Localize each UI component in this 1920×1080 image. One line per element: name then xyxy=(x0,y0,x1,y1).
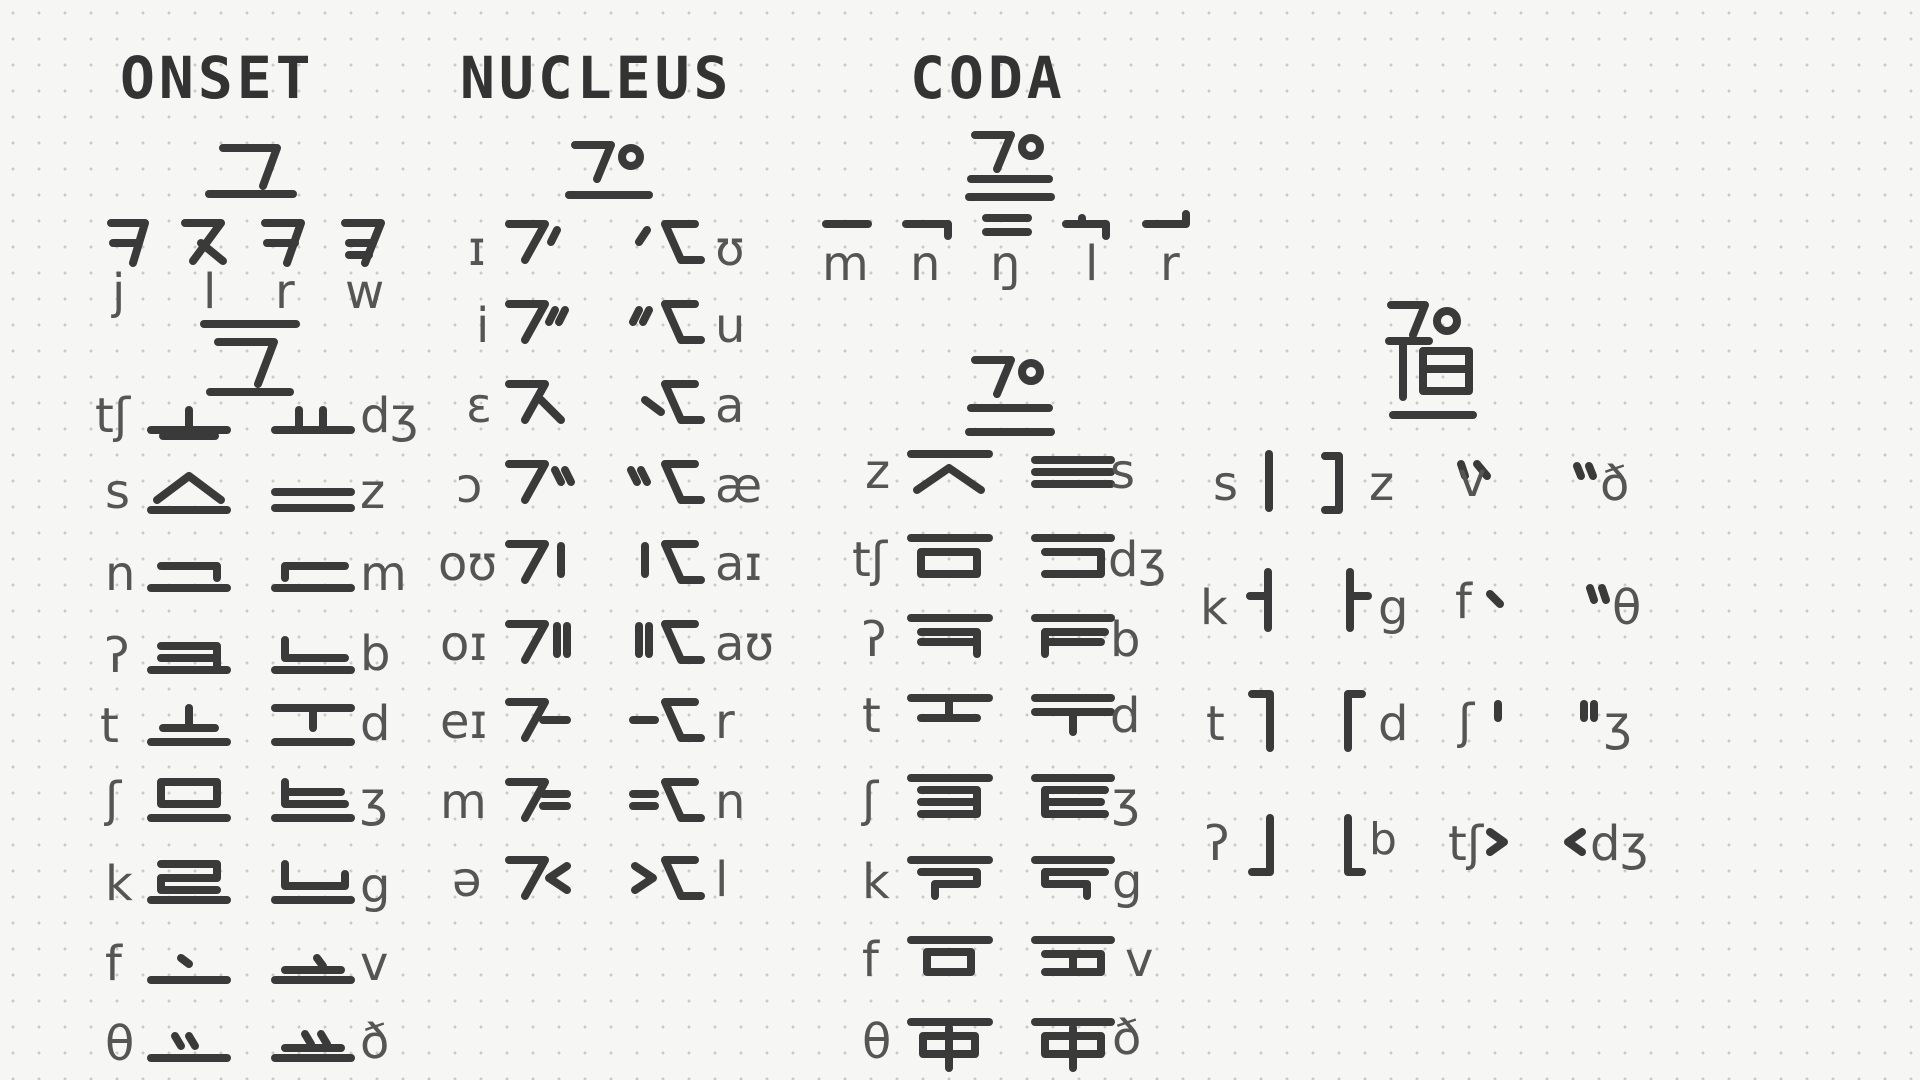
coda-left-label: θ xyxy=(862,1014,892,1070)
coda-right-label: ʒ xyxy=(1112,772,1140,828)
nucleus-header: NUCLEUS xyxy=(460,44,733,112)
combined-label: tʃ xyxy=(1448,816,1483,872)
nucleus-left-label: ə xyxy=(452,852,482,908)
combined-label: v xyxy=(1458,452,1487,508)
coda-glyph-pair-icon xyxy=(905,932,1145,992)
coda-right-label: s xyxy=(1110,444,1136,500)
coda-nasal-label: r xyxy=(1160,236,1180,292)
combined-label: s xyxy=(1213,456,1239,512)
combined-label: d xyxy=(1378,696,1409,752)
coda-glyph-pair-icon xyxy=(905,1010,1145,1074)
coda-left-label: f xyxy=(862,932,879,988)
combined-label: θ xyxy=(1612,580,1642,636)
coda-glyph-pair-icon xyxy=(905,770,1145,830)
coda-nasal-base-glyph-icon xyxy=(965,125,1055,205)
onset-semivowel-l: l xyxy=(203,264,217,320)
nucleus-left-label: ɛ xyxy=(466,378,492,434)
onset-left-label: k xyxy=(105,856,133,912)
nucleus-left-label: ɔ xyxy=(456,458,483,514)
onset-base-glyph-icon xyxy=(205,140,295,200)
coda-right-label: v xyxy=(1125,932,1154,988)
coda-glyph-pair-icon xyxy=(905,444,1145,504)
combined-row-glyphs-icon xyxy=(1245,448,1645,518)
nucleus-right-label: r xyxy=(715,694,735,750)
coda-right-label: d xyxy=(1110,688,1141,744)
onset-consonant-base-glyph-icon xyxy=(200,318,300,398)
onset-left-label: n xyxy=(105,546,136,602)
combined-label: k xyxy=(1200,580,1228,636)
coda-consonant-base-glyph-icon xyxy=(965,350,1055,440)
combined-label: g xyxy=(1378,580,1409,636)
combined-label: t xyxy=(1206,696,1225,752)
coda-nasal-label: m xyxy=(822,236,869,292)
coda-nasal-label: n xyxy=(910,236,941,292)
coda-left-label: ʃ xyxy=(862,772,879,828)
coda-right-label: ð xyxy=(1112,1010,1142,1066)
onset-semivowel-j: j xyxy=(112,264,126,320)
onset-left-label: s xyxy=(105,464,131,520)
nucleus-right-label: n xyxy=(715,774,746,830)
onset-left-label: ʃ xyxy=(105,772,122,828)
nucleus-glyph-pair-icon xyxy=(505,774,705,824)
nucleus-glyph-pair-icon xyxy=(505,616,705,666)
combined-base-glyph-icon xyxy=(1385,295,1480,425)
onset-left-label: t xyxy=(100,698,119,754)
coda-glyph-pair-icon xyxy=(905,852,1145,912)
coda-left-label: t xyxy=(862,688,881,744)
coda-glyph-pair-icon xyxy=(905,610,1145,670)
onset-semivowel-r: r xyxy=(275,264,295,320)
onset-right-label: dʒ xyxy=(360,388,419,444)
coda-left-label: z xyxy=(865,444,891,500)
onset-right-label: z xyxy=(360,464,386,520)
coda-left-label: k xyxy=(862,854,890,910)
coda-right-label: dʒ xyxy=(1108,532,1167,588)
nucleus-right-label: aɪ xyxy=(715,536,763,592)
nucleus-glyph-pair-icon xyxy=(505,296,705,346)
combined-row-glyphs-icon xyxy=(1230,686,1630,756)
combined-label: ʔ xyxy=(1205,816,1230,872)
coda-glyph-pair-icon xyxy=(905,690,1145,750)
coda-nasal-label: l xyxy=(1085,236,1099,292)
nucleus-glyph-pair-icon xyxy=(505,216,705,266)
onset-right-label: ʒ xyxy=(360,772,388,828)
onset-right-label: d xyxy=(360,696,391,752)
onset-right-label: b xyxy=(360,626,391,682)
coda-left-label: tʃ xyxy=(852,532,887,588)
onset-right-label: m xyxy=(360,546,407,602)
combined-label: z xyxy=(1369,456,1395,512)
combined-label: ʒ xyxy=(1604,696,1632,752)
nucleus-right-label: æ xyxy=(715,458,763,514)
nucleus-right-label: aʊ xyxy=(715,616,775,672)
combined-row-glyphs-icon xyxy=(1230,566,1630,636)
nucleus-base-glyph-icon xyxy=(565,135,655,205)
nucleus-left-label: i xyxy=(476,298,490,354)
onset-right-label: v xyxy=(360,936,389,992)
nucleus-glyph-pair-icon xyxy=(505,376,705,426)
nucleus-glyph-pair-icon xyxy=(505,852,705,902)
onset-left-label: ʔ xyxy=(105,628,130,684)
nucleus-left-label: oɪ xyxy=(440,616,488,672)
coda-header: CODA xyxy=(910,44,1066,112)
combined-label: f xyxy=(1455,574,1472,630)
onset-header: ONSET xyxy=(120,44,315,112)
combined-row-glyphs-icon xyxy=(1230,810,1630,880)
onset-right-label: g xyxy=(360,858,391,914)
onset-left-label: f xyxy=(105,936,122,992)
nucleus-right-label: l xyxy=(715,852,729,908)
coda-left-label: ʔ xyxy=(862,612,887,668)
combined-label: dʒ xyxy=(1590,816,1649,872)
onset-left-label: θ xyxy=(105,1016,135,1072)
onset-left-label: tʃ xyxy=(95,388,130,444)
nucleus-right-label: a xyxy=(715,378,745,434)
nucleus-glyph-pair-icon xyxy=(505,456,705,506)
coda-right-label: b xyxy=(1110,612,1141,668)
combined-label: ð xyxy=(1600,456,1630,512)
nucleus-left-label: eɪ xyxy=(440,694,488,750)
onset-right-label: ð xyxy=(360,1014,390,1070)
onset-semivowel-w: w xyxy=(345,264,385,320)
nucleus-glyph-pair-icon xyxy=(505,694,705,744)
nucleus-left-label: m xyxy=(440,774,487,830)
coda-right-label: g xyxy=(1112,854,1143,910)
combined-label: ʃ xyxy=(1458,694,1475,750)
nucleus-right-label: u xyxy=(715,298,746,354)
combined-label: b xyxy=(1369,814,1397,865)
nucleus-left-label: oʊ xyxy=(438,536,498,592)
nucleus-glyph-pair-icon xyxy=(505,536,705,586)
coda-nasal-label: ŋ xyxy=(990,236,1021,292)
nucleus-right-label: ʊ xyxy=(715,221,745,277)
nucleus-left-label: ɪ xyxy=(468,221,486,277)
